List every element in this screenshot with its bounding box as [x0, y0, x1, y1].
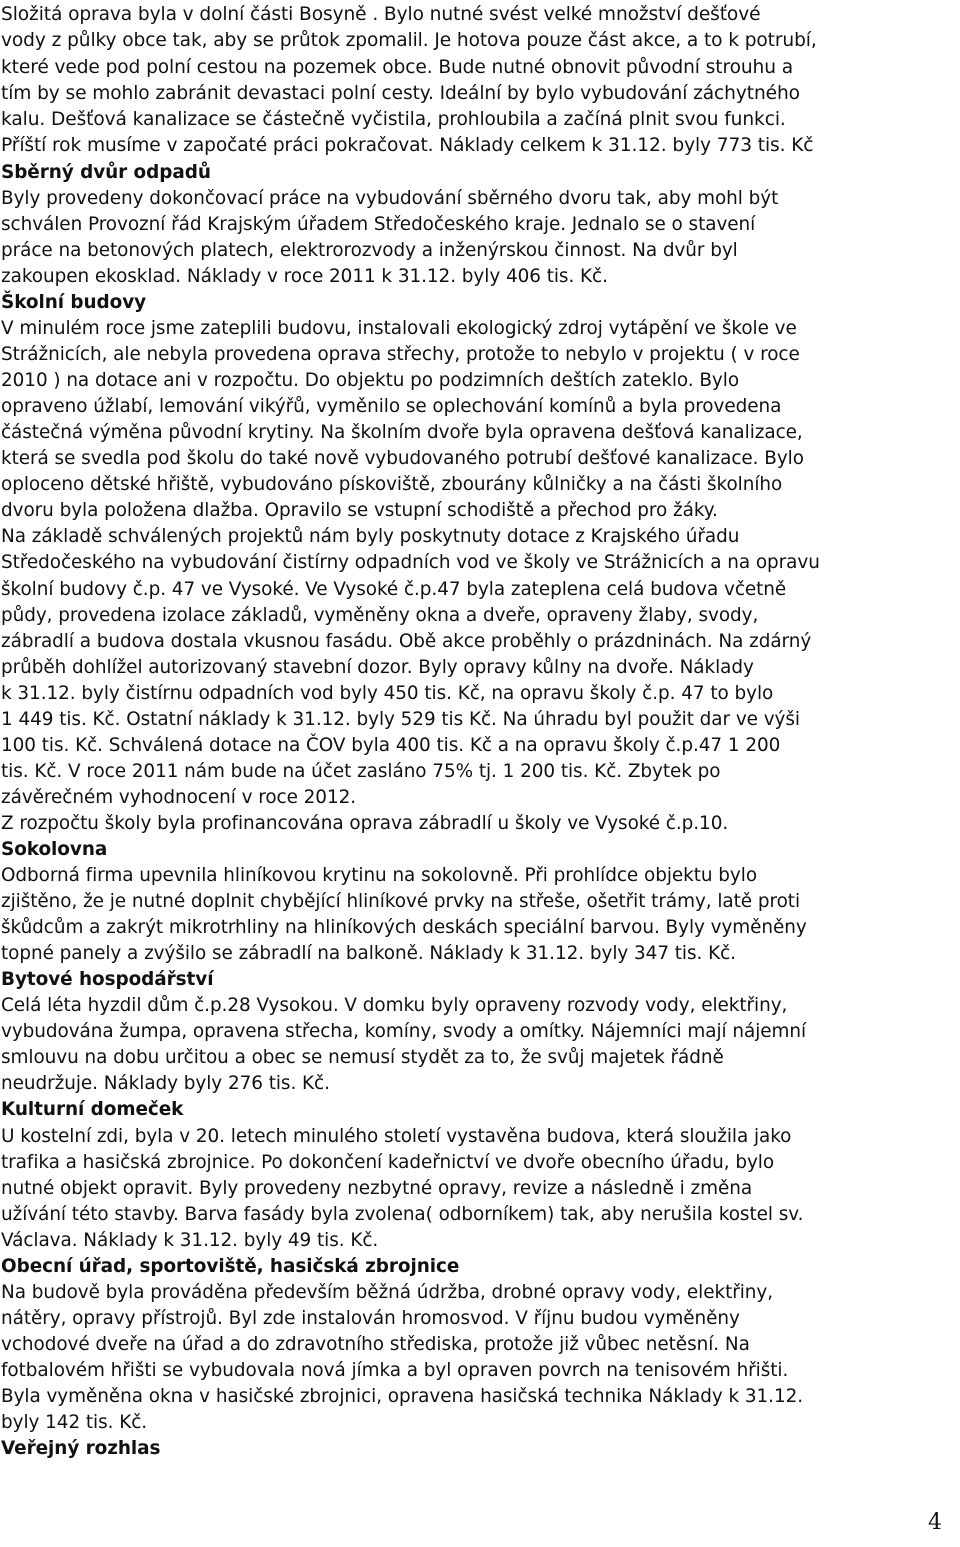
paragraph-line: která se svedla pod školu do také nově vybudovaného potrubí dešťové kanalizace. Bylo — [1, 448, 804, 470]
page-number: 4 — [928, 1510, 942, 1535]
paragraph-line: nutné objekt opravit. Byly provedeny nezbytné opravy, revize a následně i změna — [1, 1177, 753, 1199]
paragraph-line: Byly provedeny dokončovací práce na vybudování sběrného dvoru tak, aby mohl být — [1, 187, 779, 209]
paragraph-line: školní budovy č.p. 47 ve Vysoké. Ve Vysoké č.p.47 byla zateplena celá budova včetně — [1, 578, 787, 600]
paragraph-line: Středočeského na vybudování čistírny odpadních vod ve školy ve Strážnicích a na opravu — [1, 552, 820, 574]
paragraph-line: půdy, provedena izolace základů, vyměněny okna a dveře, opraveny žlaby, svody, — [1, 604, 759, 626]
section-sberny-dvur — [1, 160, 957, 290]
paragraph-line: 1 449 tis. Kč. Ostatní náklady k 31.12. byly 529 tis Kč. Na úhradu byl použit dar ve výši — [1, 708, 800, 730]
paragraph-line: průběh dohlížel autorizovaný stavební dozor. Byly opravy kůlny na dvoře. Náklady — [1, 656, 754, 678]
paragraph-line: Na budově byla prováděna především běžná údržba, drobné opravy vody, elektřiny, — [1, 1281, 774, 1303]
section-heading: Kulturní domeček — [1, 1099, 184, 1121]
section-bytove-hospodarstvi — [1, 967, 957, 1097]
paragraph-line: závěrečném vyhodnocení v roce 2012. — [1, 786, 357, 808]
paragraph-line: Celá léta hyzdil dům č.p.28 Vysokou. V domku byly opraveny rozvody vody, elektřiny, — [1, 995, 788, 1017]
paragraph-line: schválen Provozní řád Krajským úřadem Středočeského kraje. Jednalo se o stavení — [1, 213, 756, 235]
paragraph-line: 100 tis. Kč. Schválená dotace na ČOV byla 400 tis. Kč a na opravu školy č.p.47 1 200 — [1, 734, 781, 756]
paragraph-line: Václava. Náklady k 31.12. byly 49 tis. Kč. — [1, 1229, 379, 1251]
paragraph-line: U kostelní zdi, byla v 20. letech minulého století vystavěna budova, která sloužila jako — [1, 1125, 792, 1147]
section-skolni-budovy — [1, 290, 957, 837]
section-heading: Sběrný dvůr odpadů — [1, 161, 211, 183]
paragraph-line: tis. Kč. V roce 2011 nám bude na účet zasláno 75% tj. 1 200 tis. Kč. Zbytek po — [1, 760, 721, 782]
paragraph-line: V minulém roce jsme zateplili budovu, instalovali ekologický zdroj vytápění ve škole ve — [1, 318, 797, 340]
paragraph-line: byly 142 tis. Kč. — [1, 1412, 148, 1434]
paragraph-line: Strážnicích, ale nebyla provedena oprava střechy, protože to nebylo v projektu ( v roce — [1, 344, 800, 366]
paragraph-line: Z rozpočtu školy byla profinancována oprava zábradlí u školy ve Vysoké č.p.10. — [1, 812, 729, 834]
paragraph-line: vchodové dveře na úřad a do zdravotního střediska, protože již vůbec netěsní. Na — [1, 1333, 750, 1355]
section-verejny-rozhlas — [1, 1436, 957, 1462]
paragraph-line: k 31.12. byly čistírnu odpadních vod byly 450 tis. Kč, na opravu školy č.p. 47 to bylo — [1, 682, 774, 704]
paragraph-line: Na základě schválených projektů nám byly poskytnuty dotace z Krajského úřadu — [1, 526, 740, 548]
paragraph-line: zjištěno, že je nutné doplnit chybějící hliníkové prvky na střeše, ošetřit trámy, latě proti — [1, 891, 801, 913]
paragraph-line: Složitá oprava byla v dolní části Bosyně . Bylo nutné svést velké množství dešťové — [1, 4, 761, 25]
section-obecni-urad — [1, 1254, 957, 1436]
section-heading: Sokolovna — [1, 839, 108, 860]
intro-paragraph — [1, 2, 957, 160]
paragraph-line: neudržuje. Náklady byly 276 tis. Kč. — [1, 1073, 330, 1095]
paragraph-line: trafika a hasičská zbrojnice. Po dokončení kadeřnictví ve dvoře obecního úřadu, bylo — [1, 1151, 775, 1173]
section-heading: Obecní úřad, sportoviště, hasičská zbrojnice — [1, 1255, 460, 1277]
section-heading: Veřejný rozhlas — [1, 1438, 161, 1460]
paragraph-line: zábradlí a budova dostala vkusnou fasádu. Obě akce proběhly o prázdninách. Na zdárný — [1, 630, 812, 652]
paragraph-line: vybudována žumpa, opravena střecha, komíny, svody a omítky. Nájemníci mají nájemní — [1, 1021, 807, 1043]
section-heading: Školní budovy — [1, 292, 147, 314]
paragraph-line: Příští rok musíme v započaté práci pokračovat. Náklady celkem k 31.12. byly 773 tis. Kč — [1, 135, 814, 157]
paragraph-line: částečná výměna původní krytiny. Na školním dvoře byla opravena dešťová kanalizace, — [1, 422, 803, 444]
paragraph-line: nátěry, opravy přístrojů. Byl zde instalován hromosvod. V říjnu budou vyměněny — [1, 1307, 740, 1329]
section-kulturni-domecek — [1, 1097, 957, 1253]
paragraph-line: práce na betonových platech, elektrorozvody a inženýrskou činnost. Na dvůr byl — [1, 239, 738, 261]
paragraph-line: kalu. Dešťová kanalizace se částečně vyčistila, prohloubila a začíná plnit svou funkci. — [1, 109, 786, 131]
section-sokolovna — [1, 837, 957, 967]
paragraph-line: dvoru byla položena dlažba. Opravilo se vstupní schodiště a přechod pro žáky. — [1, 500, 718, 522]
paragraph-line: škůdcům a zakrýt mikrotrhliny na hliníkových deskách speciální barvou. Byly vyměněny — [1, 917, 807, 939]
paragraph-line: 2010 ) na dotace ani v rozpočtu. Do objektu po podzimních deštích zateklo. Bylo — [1, 370, 740, 392]
paragraph-line: smlouvu na dobu určitou a obec se nemusí stydět za to, že svůj majetek řádně — [1, 1047, 724, 1069]
paragraph-line: Byla vyměněna okna v hasičské zbrojnici, opravena hasičská technika Náklady k 31.12. — [1, 1385, 804, 1407]
paragraph-line: fotbalovém hřišti se vybudovala nová jímka a byl opraven povrch na tenisovém hřišti. — [1, 1359, 789, 1381]
paragraph-line: Odborná firma upevnila hliníkovou krytinu na sokolovně. Při prohlídce objektu bylo — [1, 865, 758, 887]
paragraph-line: oploceno dětské hřiště, vybudováno pískoviště, zbourány kůlničky a na části školního — [1, 474, 783, 496]
paragraph-line: vody z půlky obce tak, aby se průtok zpomalil. Je hotova pouze část akce, a to k potrubí, — [1, 30, 817, 52]
paragraph-line: opraveno úžlabí, lemování vikýřů, vyměnilo se oplechování komínů a byla provedena — [1, 396, 782, 418]
paragraph-line: zakoupen ekosklad. Náklady v roce 2011 k 31.12. byly 406 tis. Kč. — [1, 265, 608, 287]
paragraph-line: tím by se mohlo zabránit devastaci polní cesty. Ideální by bylo vybudování záchytného — [1, 82, 800, 104]
paragraph-line: které vede pod polní cestou na pozemek obce. Bude nutné obnovit původní strouhu a — [1, 56, 794, 78]
paragraph-line: topné panely a zvýšilo se zábradlí na balkoně. Náklady k 31.12. byly 347 tis. Kč. — [1, 943, 736, 965]
section-heading: Bytové hospodářství — [1, 969, 214, 991]
paragraph-line: užívání této stavby. Barva fasády byla zvolena( odborníkem) tak, aby nerušila kostel sv. — [1, 1203, 804, 1225]
